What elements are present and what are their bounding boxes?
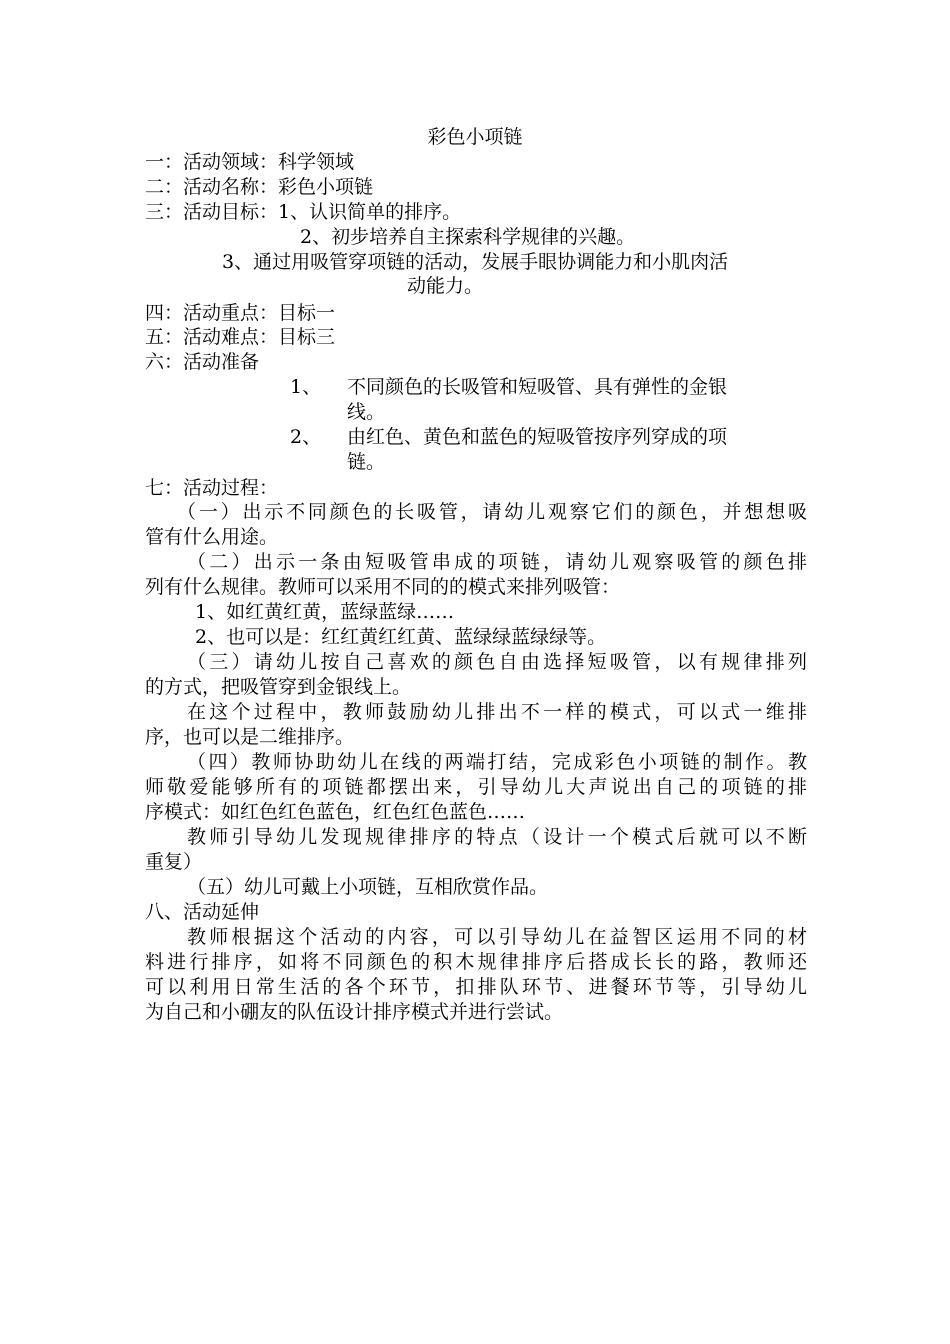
process-note-1-line-1: 在这个过程中，教师鼓励幼儿排出不一样的模式，可以式一维排 [187, 701, 807, 723]
section-domain: 一：活动领域：科学领域 [145, 151, 355, 173]
process-note-2-line-1: 教师引导幼儿发现规律排序的特点（设计一个模式后就可以不断 [187, 826, 807, 848]
section-preparation: 六：活动准备 [145, 351, 260, 373]
section-goals: 三：活动目标：1、认识简单的排序。 [145, 201, 462, 223]
section-key-point: 四：活动重点：目标一 [145, 302, 336, 324]
process-step-5: （五）幼儿可戴上小项链，互相欣赏作品。 [187, 876, 549, 898]
process-step-2-example-1: 1、如红黄红黄，蓝绿蓝绿…… [195, 601, 455, 623]
extension-line-1: 教师根据这个活动的内容，可以引导幼儿在益智区运用不同的材 [187, 926, 807, 948]
goal-3-line-2: 动能力。 [407, 275, 484, 297]
section-extension: 八、活动延伸 [145, 901, 260, 923]
prep-item-2-line-2: 链。 [347, 451, 386, 473]
process-step-3-line-1: （三）请幼儿按自己喜欢的颜色自由选择短吸管，以有规律排列 [187, 651, 807, 673]
process-step-4-line-3: 序模式：如红色红色蓝色，红色红色蓝色…… [145, 801, 526, 823]
section-activity-name: 二：活动名称：彩色小项链 [145, 176, 374, 198]
process-step-1-line-1: （一）出示不同颜色的长吸管，请幼儿观察它们的颜色，并想想吸 [177, 501, 807, 523]
prep-item-1-line-1: 不同颜色的长吸管和短吸管、具有弹性的金银 [347, 376, 728, 398]
goal-2: 2、初步培养自主探索科学规律的兴趣。 [300, 226, 636, 248]
process-step-2-line-2: 列有什么规律。教师可以采用不同的的模式来排列吸管： [145, 576, 621, 598]
process-step-4-line-1: （四）教师协助幼儿在线的两端打结，完成彩色小项链的制作。教 [187, 751, 807, 773]
prep-item-1-number: 1、 [290, 376, 322, 398]
process-step-3-line-2: 的方式，把吸管穿到金银线上。 [145, 676, 412, 698]
prep-item-2-number: 2、 [290, 426, 322, 448]
document-title: 彩色小项链 [427, 126, 523, 148]
extension-line-3: 可以利用日常生活的各个环节，扣排队环节、进餐环节等，引导幼儿 [145, 976, 807, 998]
process-step-2-example-2: 2、也可以是：红红黄红红黄、蓝绿绿蓝绿绿等。 [195, 626, 607, 648]
process-step-1-line-2: 管有什么用途。 [145, 526, 279, 548]
process-note-2-line-2: 重复） [145, 851, 203, 873]
extension-line-2: 料进行排序，如将不同颜色的积木规律排序后搭成长长的路，教师还 [145, 951, 807, 973]
goal-3-line-1: 3、通过用吸管穿项链的活动，发展手眼协调能力和小肌肉活 [222, 251, 729, 273]
section-difficulty: 五：活动难点：目标三 [145, 326, 336, 348]
process-note-1-line-2: 序，也可以是二维排序。 [145, 726, 355, 748]
prep-item-1-line-2: 线。 [347, 401, 386, 423]
prep-item-2-line-1: 由红色、黄色和蓝色的短吸管按序列穿成的项 [347, 426, 728, 448]
process-step-2-line-1: （二）出示一条由短吸管串成的项链，请幼儿观察吸管的颜色排 [187, 551, 807, 573]
extension-line-4: 为自己和小硼友的队伍设计排序模式并进行尝试。 [145, 1001, 564, 1023]
process-step-4-line-2: 师敬爱能够所有的项链都摆出来，引导幼儿大声说出自己的项链的排 [145, 776, 807, 798]
section-process: 七：活动过程： [145, 477, 279, 499]
